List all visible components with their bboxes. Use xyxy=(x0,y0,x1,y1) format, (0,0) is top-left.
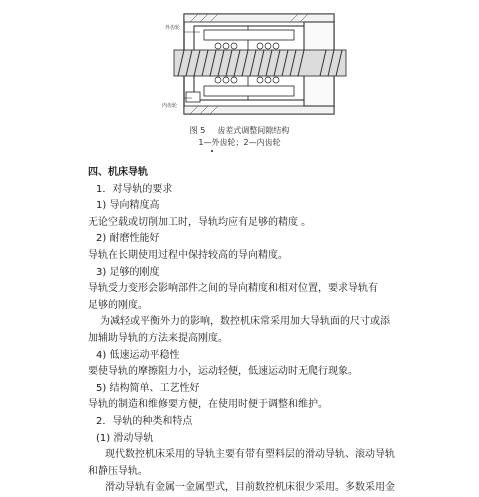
paragraph-line: 要使导轨的摩擦阻力小，运动轻便，低速运动时无爬行现象。 xyxy=(88,366,358,378)
paragraph-line: 导轨在长期使用过程中保持较高的导向精度。 xyxy=(88,249,288,261)
outer-gear-label: 外齿轮 xyxy=(165,25,181,31)
item-heading: 2) 耐磨性能好 xyxy=(96,233,160,245)
item-heading: 3) 足够的刚度 xyxy=(96,266,160,278)
paragraph-line: 无论空载或切削加工时，导轨均应有足够的精度 。 xyxy=(88,216,312,228)
subsection-heading: 2．导轨的种类和特点 xyxy=(96,415,193,427)
paragraph-line: 现代数控机床采用的导轨主要有带有塑料层的滑动导轨、滚动导轨 xyxy=(105,449,395,461)
body-text xyxy=(88,165,420,497)
paragraph-line: 加辅助导轨的方法来提高刚度。 xyxy=(88,332,228,344)
stray-dot xyxy=(211,150,213,152)
paragraph-line: 滑动导轨有金属一金属型式，目前数控机床很少采用。多数采用金 xyxy=(105,482,395,494)
paragraph-line: 为减轻或平衡外力的影响，数控机床常采用加大导轨面的尺寸或添 xyxy=(100,316,390,328)
inner-gear-label: 内齿轮 xyxy=(162,103,178,109)
paragraph-line: 导轨受力变形会影响部件之间的导向精度和相对位置，要求导轨有 xyxy=(88,283,378,295)
item-heading: 5) 结构简单、工艺性好 xyxy=(96,382,200,394)
item-heading: 4) 低速运动平稳性 xyxy=(96,349,180,361)
subsection-heading: 1．对导轨的要求 xyxy=(96,183,173,195)
figure-legend: 1—外齿轮；2—内齿轮 xyxy=(198,138,281,147)
section-heading: 四、机床导轨 xyxy=(88,167,148,178)
gear-backlash-figure xyxy=(162,8,350,123)
paragraph-line: 和静压导轨。 xyxy=(88,465,148,477)
item-heading: 1) 导向精度高 xyxy=(96,200,160,212)
figure-caption xyxy=(0,125,479,136)
item-heading: (1) 滑动导轨 xyxy=(96,432,154,444)
figure-title: 齿差式调整间隙结构 xyxy=(217,126,290,135)
paragraph-line: 足够的刚度。 xyxy=(88,299,148,311)
figure-number: 图 5 xyxy=(189,126,206,135)
ball-screw-drawing xyxy=(162,8,350,123)
paragraph-line: 导轨的制造和维修要方便，在使用时便于调整和维护。 xyxy=(88,399,328,411)
